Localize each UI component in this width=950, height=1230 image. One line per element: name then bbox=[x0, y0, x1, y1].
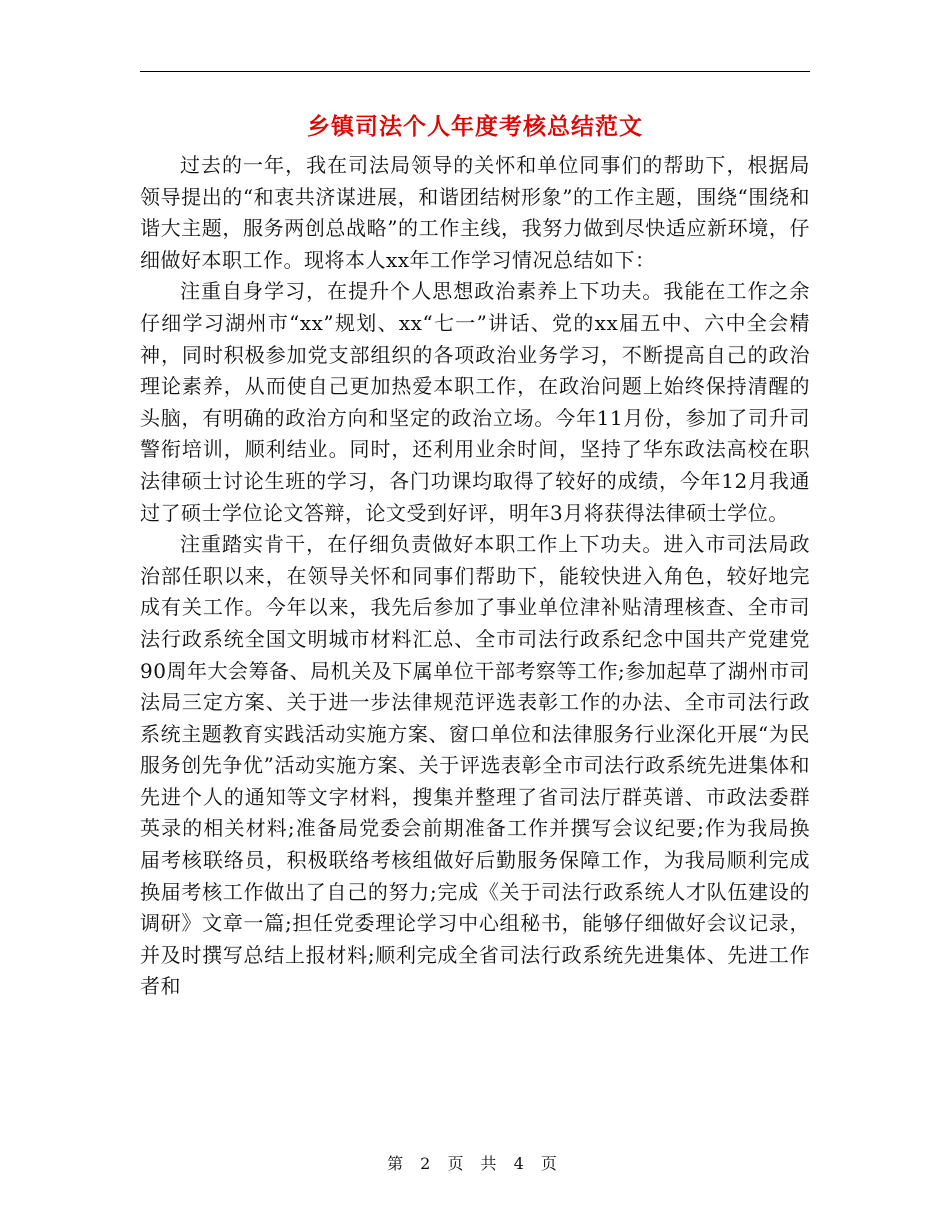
paragraph-work: 注重踏实肯干，在仔细负责做好本职工作上下功夫。进入市司法局政治部任职以来，在领导关怀和同事们帮助下，能较快进入角色，较好地完成有关工作。今年以来，我先后参加了事业单位津补贴清理核查、全市司法行政系统全国文明城市材料汇总、全市司法行政系纪念中国共产党建党90周年大会筹备、局机关及下属单位干部考察等工作;参加起草了湖州市司法局三定方案、关于进一步法律规范评选表彰工作的办法、全市司法行政系统主题教育实践活动实施方案、窗口单位和法律服务行业深化开展“为民服务创先争优”活动实施方案、关于评选表彰全市司法行政系统先进集体和先进个人的通知等文字材料，搜集并整理了省司法厅群英谱、市政法委群英录的相关材料;准备局党委会前期准备工作并撰写会议纪要;作为我局换届考核联络员，积极联络考核组做好后勤服务保障工作，为我局顺利完成换届考核工作做出了自己的努力;完成《关于司法行政系统人才队伍建设的调研》文章一篇;担任党委理论学习中心组秘书，能够仔细做好会议记录，并及时撰写总结上报材料;顺利完成全省司法行政系统先进集体、先进工作者和 bbox=[140, 532, 810, 999]
document-title: 乡镇司法个人年度考核总结范文 bbox=[307, 113, 643, 140]
paragraph-intro: 过去的一年，我在司法局领导的关怀和单位同事们的帮助下，根据局领导提出的“和衷共济谋进展，和谐团结树形象”的工作主题，围绕“围绕和谐大主题，服务两创总战略”的工作主线，我努力做到尽快适应新环境，仔细做好本职工作。现将本人xx年工作学习情况总结如下： bbox=[140, 153, 810, 272]
header-rule bbox=[140, 71, 810, 72]
page-number: 第 2 页 共 4 页 bbox=[387, 1154, 563, 1173]
paragraph-study: 注重自身学习，在提升个人思想政治素养上下功夫。我能在工作之余仔细学习湖州市“xx”规划、xx“七一”讲话、党的xx届五中、六中全会精神，同时积极参加党支部组织的各项政治业务学习，不断提高自己的政治理论素养，从而使自己更加热爱本职工作，在政治问题上始终保持清醒的头脑，有明确的政治方向和坚定的政治立场。今年11月份，参加了司升司警衔培训，顺利结业。同时，还利用业余时间，坚持了华东政法高校在职法律硕士讨论生班的学习，各门功课均取得了较好的成绩，今年12月我通过了硕士学位论文答辩，论文受到好评，明年3月将获得法律硕士学位。 bbox=[140, 279, 810, 525]
document-body bbox=[140, 150, 810, 1003]
